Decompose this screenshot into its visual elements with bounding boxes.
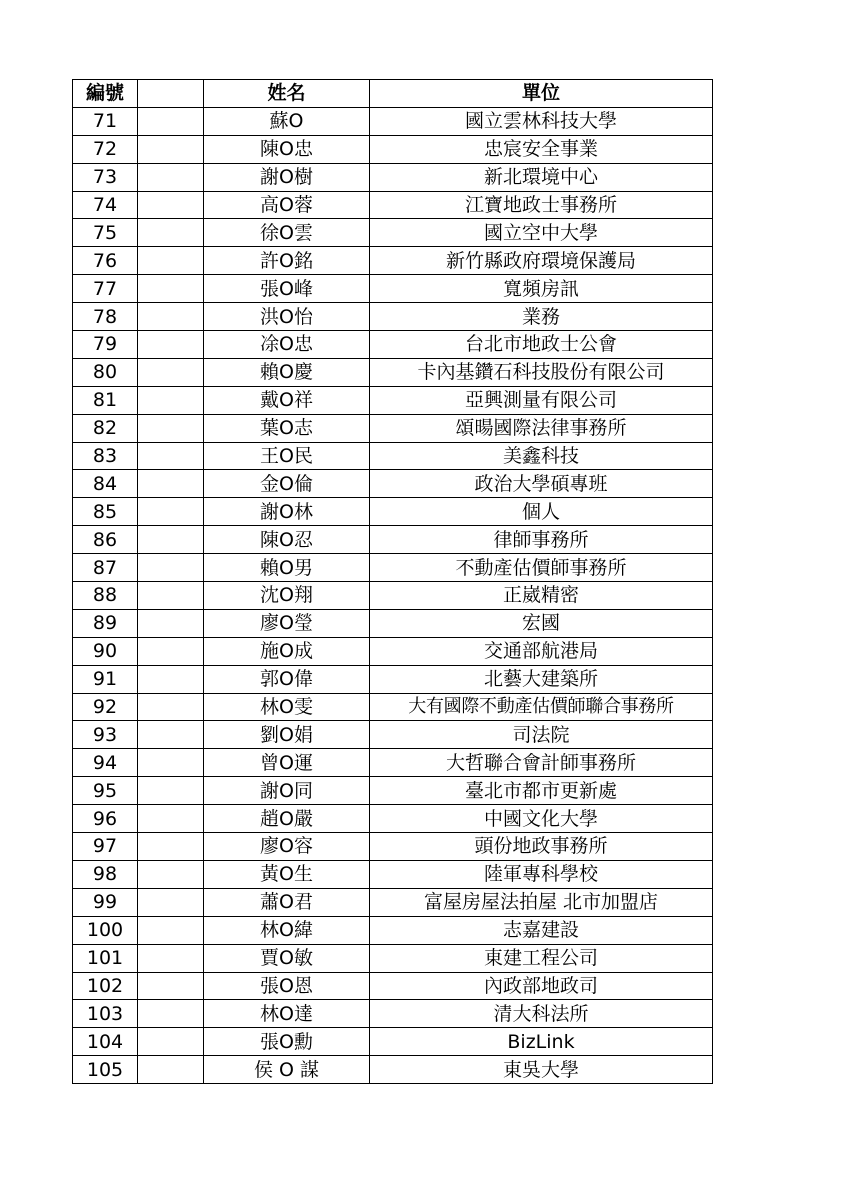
blank-cell [138, 470, 204, 498]
table-row [73, 498, 713, 526]
name-cell: 郭O偉 [204, 665, 370, 693]
number-cell: 83 [73, 442, 138, 470]
name-cell: 徐O雲 [204, 219, 370, 247]
number-cell: 84 [73, 470, 138, 498]
number-cell: 72 [73, 135, 138, 163]
name-cell: 施O成 [204, 637, 370, 665]
unit-cell: 宏國 [370, 609, 713, 637]
table-row [73, 135, 713, 163]
number-cell: 78 [73, 303, 138, 331]
header-unit: 單位 [370, 80, 713, 108]
blank-cell [138, 609, 204, 637]
number-cell: 100 [73, 916, 138, 944]
number-cell: 103 [73, 1000, 138, 1028]
unit-cell: 大哲聯合會計師事務所 [370, 749, 713, 777]
blank-cell [138, 888, 204, 916]
unit-cell: 正崴精密 [370, 582, 713, 610]
number-cell: 90 [73, 637, 138, 665]
number-cell: 99 [73, 888, 138, 916]
table-row [73, 470, 713, 498]
number-cell: 71 [73, 107, 138, 135]
name-cell: 趙O嚴 [204, 805, 370, 833]
header-row [73, 80, 713, 108]
number-cell: 87 [73, 554, 138, 582]
table-row [73, 386, 713, 414]
table-row [73, 1028, 713, 1056]
unit-cell: 律師事務所 [370, 526, 713, 554]
name-cell: 廖O瑩 [204, 609, 370, 637]
number-cell: 88 [73, 582, 138, 610]
unit-cell: 政治大學碩專班 [370, 470, 713, 498]
number-cell: 77 [73, 275, 138, 303]
number-cell: 76 [73, 247, 138, 275]
table-row [73, 219, 713, 247]
blank-cell [138, 247, 204, 275]
table-row [73, 916, 713, 944]
number-cell: 86 [73, 526, 138, 554]
number-cell: 82 [73, 414, 138, 442]
name-cell: 高O蓉 [204, 191, 370, 219]
name-cell: 陳O忠 [204, 135, 370, 163]
unit-cell: 江寶地政士事務所 [370, 191, 713, 219]
blank-cell [138, 554, 204, 582]
number-cell: 75 [73, 219, 138, 247]
name-cell: 劉O娟 [204, 721, 370, 749]
name-cell: 謝O林 [204, 498, 370, 526]
blank-cell [138, 805, 204, 833]
name-cell: 金O倫 [204, 470, 370, 498]
blank-cell [138, 191, 204, 219]
number-cell: 91 [73, 665, 138, 693]
name-cell: 謝O樹 [204, 163, 370, 191]
blank-cell [138, 303, 204, 331]
table-row [73, 1000, 713, 1028]
number-cell: 104 [73, 1028, 138, 1056]
table-row [73, 554, 713, 582]
table-row [73, 1056, 713, 1084]
name-cell: 陳O忍 [204, 526, 370, 554]
number-cell: 95 [73, 777, 138, 805]
number-cell: 73 [73, 163, 138, 191]
number-cell: 101 [73, 944, 138, 972]
table-row [73, 944, 713, 972]
number-cell: 92 [73, 693, 138, 721]
name-cell: 林O雯 [204, 693, 370, 721]
blank-cell [138, 1056, 204, 1084]
name-cell: 凃O忠 [204, 331, 370, 359]
blank-cell [138, 637, 204, 665]
unit-cell: 美鑫科技 [370, 442, 713, 470]
blank-cell [138, 331, 204, 359]
blank-cell [138, 833, 204, 861]
unit-cell: 交通部航港局 [370, 637, 713, 665]
blank-cell [138, 1000, 204, 1028]
header-name: 姓名 [204, 80, 370, 108]
table-row [73, 275, 713, 303]
table-row [73, 637, 713, 665]
blank-cell [138, 665, 204, 693]
name-cell: 葉O志 [204, 414, 370, 442]
table-row [73, 247, 713, 275]
unit-cell: BizLink [370, 1028, 713, 1056]
name-cell: 賈O敏 [204, 944, 370, 972]
name-cell: 張O勳 [204, 1028, 370, 1056]
table-header [73, 80, 713, 108]
unit-cell: 不動產估價師事務所 [370, 554, 713, 582]
blank-cell [138, 358, 204, 386]
unit-cell: 新竹縣政府環境保護局 [370, 247, 713, 275]
name-cell: 廖O容 [204, 833, 370, 861]
number-cell: 81 [73, 386, 138, 414]
table-row [73, 191, 713, 219]
blank-cell [138, 107, 204, 135]
table-row [73, 163, 713, 191]
unit-cell: 大有國際不動產估價師聯合事務所 [370, 693, 713, 721]
unit-cell: 忠宸安全事業 [370, 135, 713, 163]
table-row [73, 609, 713, 637]
unit-cell: 卡內基鑽石科技股份有限公司 [370, 358, 713, 386]
blank-cell [138, 275, 204, 303]
blank-cell [138, 972, 204, 1000]
blank-cell [138, 582, 204, 610]
number-cell: 98 [73, 860, 138, 888]
number-cell: 96 [73, 805, 138, 833]
number-cell: 74 [73, 191, 138, 219]
unit-cell: 亞興測量有限公司 [370, 386, 713, 414]
blank-cell [138, 386, 204, 414]
unit-cell: 清大科法所 [370, 1000, 713, 1028]
blank-cell [138, 526, 204, 554]
table-row [73, 721, 713, 749]
name-cell: 洪O怡 [204, 303, 370, 331]
number-cell: 105 [73, 1056, 138, 1084]
unit-cell: 業務 [370, 303, 713, 331]
name-cell: 林O達 [204, 1000, 370, 1028]
blank-cell [138, 693, 204, 721]
table-row [73, 442, 713, 470]
unit-cell: 個人 [370, 498, 713, 526]
blank-cell [138, 135, 204, 163]
name-cell: 王O民 [204, 442, 370, 470]
unit-cell: 頌暘國際法律事務所 [370, 414, 713, 442]
unit-cell: 臺北市都市更新處 [370, 777, 713, 805]
unit-cell: 頭份地政事務所 [370, 833, 713, 861]
table-row [73, 414, 713, 442]
name-cell: 蕭O君 [204, 888, 370, 916]
number-cell: 85 [73, 498, 138, 526]
name-cell: 張O恩 [204, 972, 370, 1000]
unit-cell: 中國文化大學 [370, 805, 713, 833]
table-row [73, 358, 713, 386]
number-cell: 102 [73, 972, 138, 1000]
table-row [73, 888, 713, 916]
number-cell: 97 [73, 833, 138, 861]
unit-cell: 國立空中大學 [370, 219, 713, 247]
blank-cell [138, 721, 204, 749]
table-body [73, 107, 713, 1083]
number-cell: 93 [73, 721, 138, 749]
table-row [73, 526, 713, 554]
name-cell: 張O峰 [204, 275, 370, 303]
header-number: 編號 [73, 80, 138, 108]
unit-cell: 司法院 [370, 721, 713, 749]
unit-cell: 內政部地政司 [370, 972, 713, 1000]
unit-cell: 寬頻房訊 [370, 275, 713, 303]
unit-cell: 台北市地政士公會 [370, 331, 713, 359]
blank-cell [138, 442, 204, 470]
header-blank [138, 80, 204, 108]
name-cell: 戴O祥 [204, 386, 370, 414]
unit-cell: 國立雲林科技大學 [370, 107, 713, 135]
blank-cell [138, 1028, 204, 1056]
name-cell: 賴O男 [204, 554, 370, 582]
unit-cell: 富屋房屋法拍屋 北市加盟店 [370, 888, 713, 916]
name-cell: 許O銘 [204, 247, 370, 275]
name-cell: 賴O慶 [204, 358, 370, 386]
unit-cell: 新北環境中心 [370, 163, 713, 191]
unit-cell: 北藝大建築所 [370, 665, 713, 693]
number-cell: 79 [73, 331, 138, 359]
blank-cell [138, 219, 204, 247]
blank-cell [138, 498, 204, 526]
blank-cell [138, 944, 204, 972]
unit-cell: 志嘉建設 [370, 916, 713, 944]
name-cell: 黃O生 [204, 860, 370, 888]
attendee-table [72, 79, 713, 1084]
table-row [73, 665, 713, 693]
number-cell: 89 [73, 609, 138, 637]
name-cell: 曾O運 [204, 749, 370, 777]
name-cell: 侯 O 謀 [204, 1056, 370, 1084]
table-row [73, 582, 713, 610]
name-cell: 沈O翔 [204, 582, 370, 610]
blank-cell [138, 749, 204, 777]
blank-cell [138, 777, 204, 805]
table-row [73, 303, 713, 331]
blank-cell [138, 860, 204, 888]
table-row [73, 777, 713, 805]
unit-cell: 陸軍專科學校 [370, 860, 713, 888]
table-row [73, 805, 713, 833]
number-cell: 94 [73, 749, 138, 777]
table-row [73, 749, 713, 777]
name-cell: 林O緯 [204, 916, 370, 944]
table-row [73, 833, 713, 861]
blank-cell [138, 163, 204, 191]
name-cell: 蘇O [204, 107, 370, 135]
table-row [73, 693, 713, 721]
table-row [73, 331, 713, 359]
table-row [73, 107, 713, 135]
unit-cell: 東吳大學 [370, 1056, 713, 1084]
table-row [73, 860, 713, 888]
number-cell: 80 [73, 358, 138, 386]
blank-cell [138, 414, 204, 442]
unit-cell: 東建工程公司 [370, 944, 713, 972]
table-row [73, 972, 713, 1000]
name-cell: 謝O同 [204, 777, 370, 805]
blank-cell [138, 916, 204, 944]
